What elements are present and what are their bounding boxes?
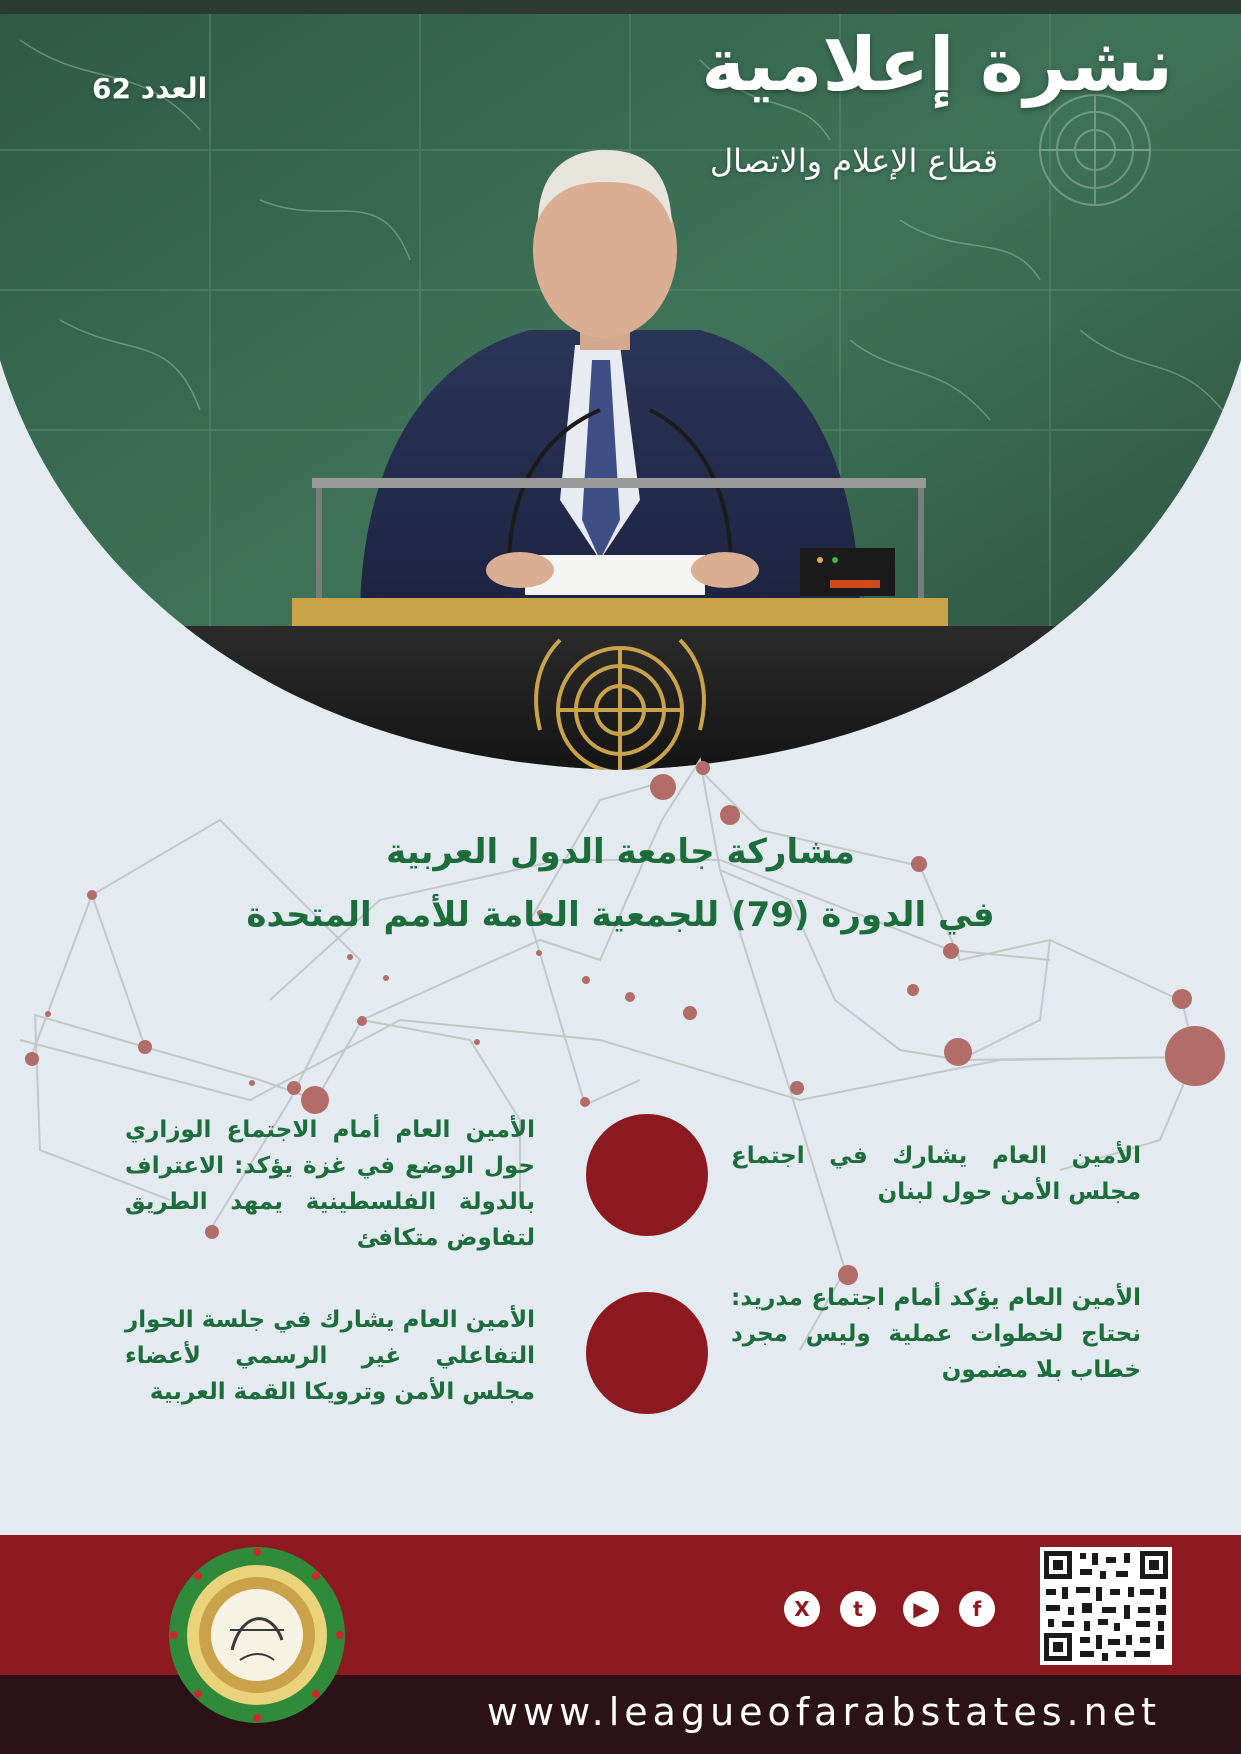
masthead-subtitle: قطاع الإعلام والاتصال xyxy=(709,142,998,180)
news-item-gaza: الأمين العام أمام الاجتماع الوزاري حول الوضع في غزة يؤكد: الاعتراف بالدولة الفلسطينية يمهد الطريق لتفاوض متكافئ xyxy=(125,1117,535,1251)
headline-line-2: في الدورة (79) للجمعية العامة للأمم المتحدة xyxy=(246,895,995,935)
news-item-lebanon: الأمين العام يشارك في اجتماع مجلس الأمن حول لبنان xyxy=(731,1143,1141,1205)
headline-line-1: مشاركة جامعة الدول العربية xyxy=(386,832,855,872)
bullet-circle-1 xyxy=(586,1114,708,1236)
qr-code[interactable] xyxy=(1040,1547,1172,1665)
website-url[interactable]: www.leagueofarabstates.net xyxy=(486,1690,1161,1734)
bullet-circle-2 xyxy=(586,1292,708,1414)
twitter-icon[interactable]: t xyxy=(840,1591,876,1627)
arab-league-emblem xyxy=(162,1540,352,1730)
facebook-icon[interactable]: f xyxy=(959,1591,995,1627)
youtube-icon[interactable]: ▶ xyxy=(903,1591,939,1627)
x-icon[interactable]: X xyxy=(784,1591,820,1627)
news-item-dialogue: الأمين العام يشارك في جلسة الحوار التفاعلي غير الرسمي لأعضاء مجلس الأمن وترويكا القمة العربية xyxy=(125,1307,535,1405)
masthead-title: نشرة إعلامية xyxy=(701,22,1173,108)
news-item-madrid: الأمين العام يؤكد أمام اجتماع مدريد: نحتاج لخطوات عملية وليس مجرد خطاب بلا مضمون xyxy=(731,1285,1141,1383)
issue-number: العدد 62 xyxy=(92,72,208,105)
